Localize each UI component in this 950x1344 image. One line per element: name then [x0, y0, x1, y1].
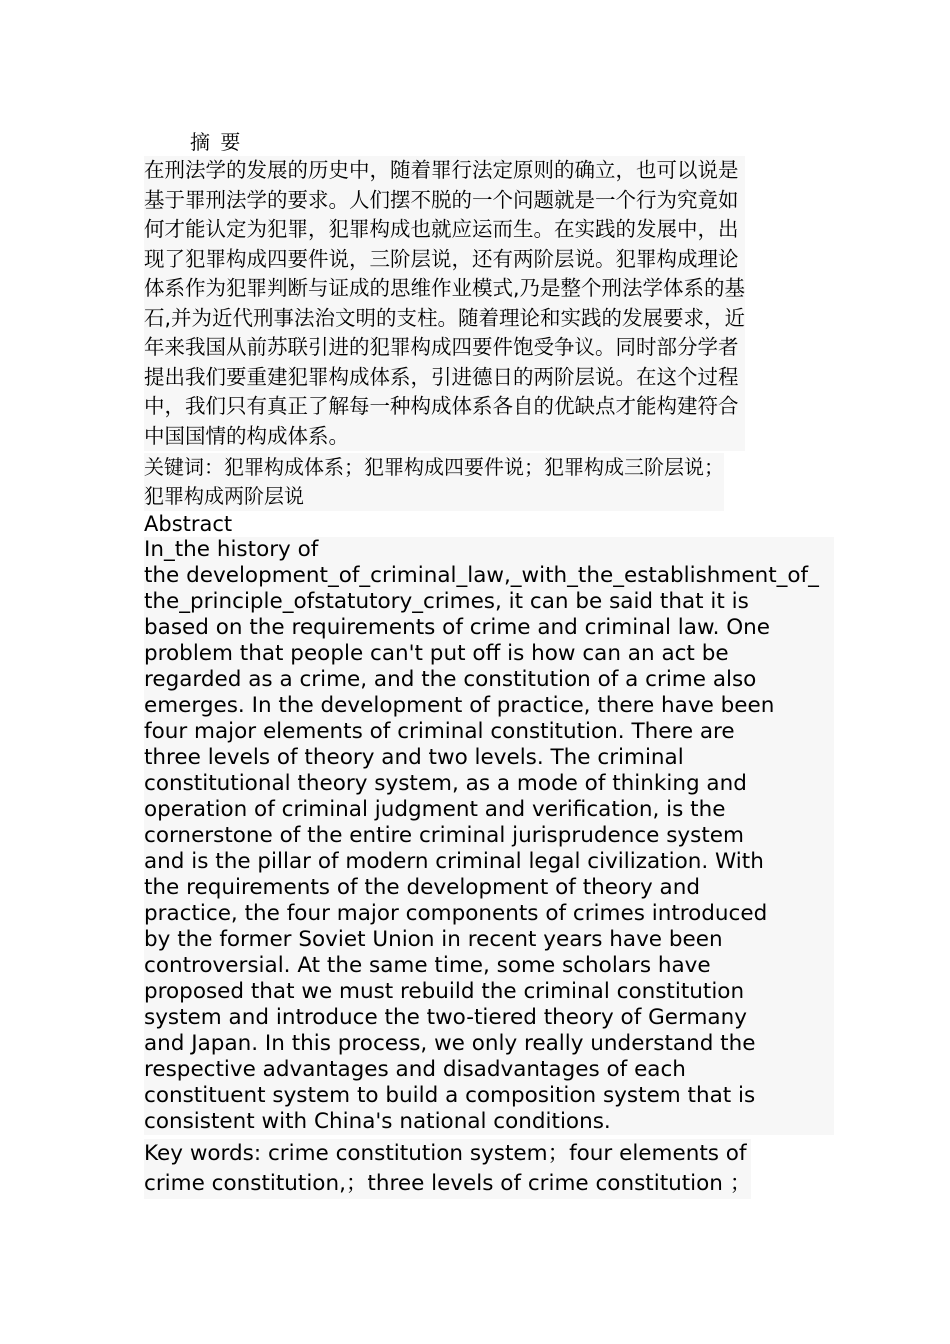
- en-abstract-body: In_the history of the development_of_criminal_law,_with_the_establishment_of_ the_principle_ofstatutory_crimes, it can be said that it is based on the requirements of crime and criminal law. One problem that people can't put off is how can an act be regarded as a crime, and the constitution of a crime also emerges. In the development of practice, there have been four major elements of criminal constitution. There are three levels of theory and two levels. The criminal constitutional theory system, as a mode of thinking and operation of criminal judgment and verification, is the cornerstone of the entire criminal jurisprudence system and is the pillar of modern criminal legal civilization. With the requirements of the development of theory and practice, the four major components of crimes introduced by the former Soviet Union in recent years have been controversial. At the same time, some scholars have proposed that we must rebuild the criminal constitution system and introduce the two-tiered theory of Germany and Japan. In this process, we only really understand the respective advantages and disadvantages of each constituent system to build a composition system that is consistent with China's national conditions.: [144, 537, 834, 1135]
- document-page: [144, 128, 824, 1199]
- en-keywords: Key words: crime constitution system；four elements of crime constitution,；three levels of crime constitution ；: [144, 1139, 751, 1199]
- cn-abstract-heading: 摘 要: [190, 130, 243, 154]
- cn-keywords: 关键词：犯罪构成体系；犯罪构成四要件说；犯罪构成三阶层说； 犯罪构成两阶层说: [144, 453, 724, 511]
- cn-abstract-body: 在刑法学的发展的历史中，随着罪行法定原则的确立，也可以说是 基于罪刑法学的要求。人们摆不脱的一个问题就是一个行为究竟如 何才能认定为犯罪，犯罪构成也就应运而生。在实践的发展中，出 现了犯罪构成四要件说，三阶层说，还有两阶层说。犯罪构成理论 体系作为犯罪判断与证成的思维作业模式,乃是整个刑法学体系的基 石,并为近代刑事法治文明的支柱。随着理论和实践的发展要求，近 年来我国从前苏联引进的犯罪构成四要件饱受争议。同时部分学者 提出我们要重建犯罪构成体系，引进德日的两阶层说。在这个过程 中，我们只有真正了解每一种构成体系各自的优缺点才能构建符合 中国国情的构成体系。: [144, 156, 745, 451]
- en-abstract-heading: Abstract: [144, 512, 233, 536]
